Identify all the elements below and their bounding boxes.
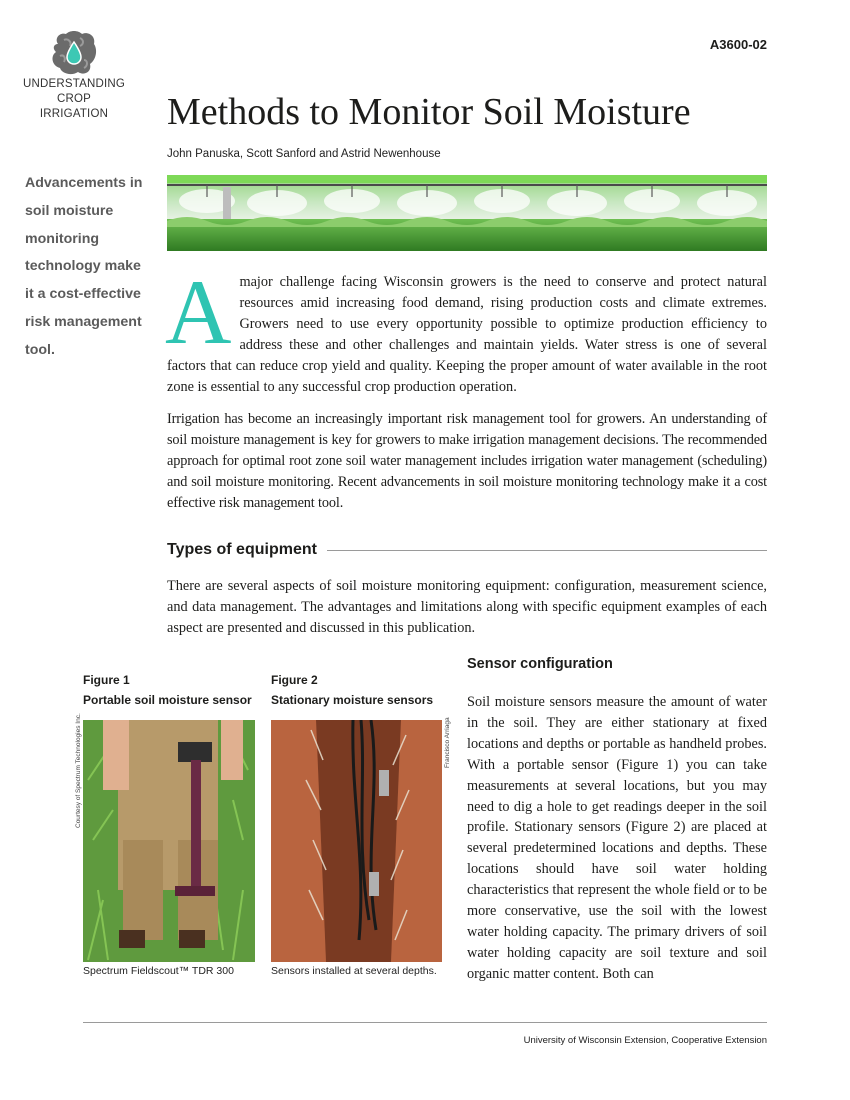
logo-line: IRRIGATION	[39, 108, 109, 120]
subsection-heading: Sensor configuration	[467, 656, 613, 672]
figure-1-label	[83, 670, 252, 710]
body-paragraph: Irrigation has become an increasingly important risk management tool for growers. An understanding of soil moisture management is key for growers to make irrigation management decisions. The recommended approach for optimal root zone soil water management includes irrigation water management (scheduling) and soil moisture monitoring. Recent advancements in soil moisture monitoring technology make it a cost effective risk management tool.	[167, 411, 767, 511]
page-title: Methods to Monitor Soil Moisture	[167, 91, 691, 133]
section-heading: Types of equipment	[167, 541, 317, 558]
figure-2-label	[271, 670, 433, 710]
section-divider	[327, 550, 767, 551]
hero-irrigation-image	[167, 175, 767, 251]
figure-1-credit: Courtesy of Spectrum Technologies Inc.	[75, 713, 82, 828]
authors-line: John Panuska, Scott Sanford and Astrid Newenhouse	[167, 148, 441, 160]
logo-line: CROP	[56, 93, 92, 105]
figure-title: Stationary moisture sensors	[271, 693, 434, 707]
body-paragraph: There are several aspects of soil moisture monitoring equipment: configuration, measurement science, and data management. The advantages and limitations along with specific equipment examples of each aspect are presented and discussed in this publication.	[167, 578, 767, 636]
logo-wordmark	[20, 77, 128, 122]
figure-2-caption: Sensors installed at several depths.	[271, 965, 437, 977]
figure-1-photo	[83, 720, 255, 962]
figure-number: Figure 2	[271, 673, 318, 687]
logo-line: UNDERSTANDING	[22, 78, 126, 90]
section-heading-row	[167, 539, 767, 561]
footer-text: University of Wisconsin Extension, Cooperative Extension	[523, 1035, 767, 1046]
figure-number: Figure 1	[83, 673, 130, 687]
footer-divider	[83, 1022, 767, 1023]
figure-2-credit: Francisco Arriaga	[444, 717, 451, 768]
figure-1-caption: Spectrum Fieldscout™ TDR 300	[83, 965, 234, 977]
figure-title: Portable soil moisture sensor	[83, 693, 252, 707]
publication-number: A3600-02	[709, 37, 767, 52]
body-paragraph: Soil moisture sensors measure the amount of water in the soil. They are either stationary at fixed locations and depths or portable as handheld probes. With a portable sensor (Figure 1) you can take measurements at several locations, but you may need to dig a hole to get readings deeper in the soil profile. Stationary sensors (Figure 2) are placed at several predetermined locations and depths. These locations should have soil water holding characteristics that represent the whole field or to be more conservative, use the soil with the lowest water holding capacity. The primary drivers of soil water holding capacity are soil texture and soil organic matter content. Both can	[467, 694, 767, 982]
intro-text: major challenge facing Wisconsin growers is the need to conserve and protect natural resources amid increasing food demand, rising production costs and climate extremes. Growers need to use every opportunity possible to optimize production efficiency to address these and other challenges and maintain yields. Water stress is one of several factors that can reduce crop yield and quality. Keeping the proper amount of water available in the root zone is essential to any successful crop production operation.	[167, 274, 767, 395]
drop-cap: A	[165, 261, 232, 363]
pull-quote: Advancements in soil moisture monitoring technology make it a cost-effective risk management tool.	[25, 175, 143, 358]
intro-paragraph	[165, 261, 767, 397]
rock-water-drop-icon	[50, 30, 98, 76]
figure-2-photo	[271, 720, 442, 962]
